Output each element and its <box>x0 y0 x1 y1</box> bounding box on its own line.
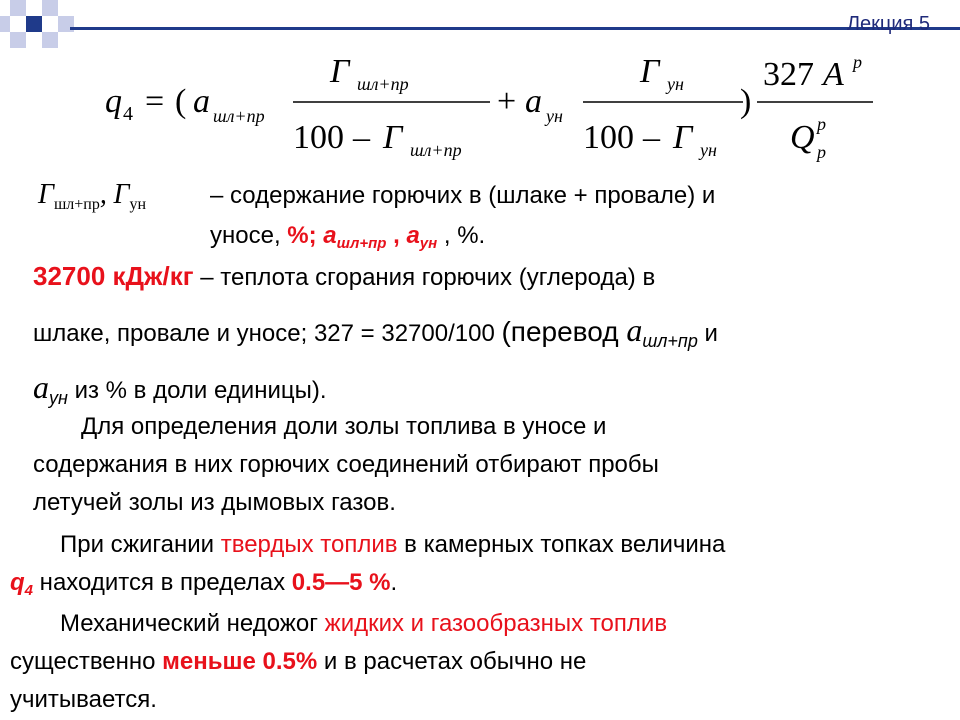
formula-minus-1: – <box>353 119 370 156</box>
para2-l1a: При сжигании <box>60 531 221 558</box>
para2-l2b: . <box>390 569 398 596</box>
formula-close: ) <box>740 83 752 120</box>
header-rule <box>70 27 960 30</box>
para2-line1 <box>10 526 725 564</box>
formula-g-den1: Г <box>383 119 403 156</box>
legend-g1: Г <box>38 179 54 210</box>
legend-symbols <box>38 176 146 218</box>
formula-eq: = <box>145 83 165 120</box>
formula-g-num2: Г <box>640 53 660 90</box>
legend-a1-sub: шл+пр <box>336 235 387 252</box>
para2-l2a: находится в пределах <box>33 569 292 596</box>
legend-end: , %. <box>437 222 486 249</box>
para2-l1b: в камерных топках величина <box>397 531 726 558</box>
formula-g-den2-sub: ун <box>700 140 717 160</box>
formula-a2: a <box>525 83 542 120</box>
formula-A-sup: p <box>853 52 862 72</box>
para3-line2 <box>10 643 667 681</box>
legend-a1: a <box>323 222 337 249</box>
q4-formula <box>95 50 895 165</box>
formula-q-sub: 4 <box>123 103 133 125</box>
lecture-label: Лекция 5 <box>846 13 930 35</box>
formula-100-1: 100 <box>293 119 344 156</box>
para1-line3: летучей золы из дымовых газов. <box>33 489 396 516</box>
formula-a1: a <box>193 83 210 120</box>
formula-g-num1-sub: шл+пр <box>357 74 409 94</box>
formula-g-num1: Г <box>330 53 350 90</box>
heat-a1: a <box>626 312 643 348</box>
legend-text <box>210 176 715 259</box>
para1-line1: Для определения доли золы топлива в уносе и <box>81 413 607 440</box>
heat-block <box>33 250 718 418</box>
legend-a2-sub: ун <box>419 235 438 252</box>
formula-plus: + <box>497 83 517 120</box>
legend-g1-sub: шл+пр <box>53 196 100 213</box>
para3-l2a: существенно <box>10 648 163 675</box>
legend-comma: , <box>99 179 107 210</box>
para1-line2: содержания в них горючих соединений отбирают пробы <box>33 451 659 478</box>
heat-line2-text: шлаке, провале и уносе; 327 = 32700/100 <box>33 320 502 347</box>
heat-line1 <box>33 250 718 304</box>
formula-minus-2: – <box>643 119 660 156</box>
formula-Q: Q <box>790 119 815 156</box>
formula-327: 327 <box>763 56 814 93</box>
legend-line1: – содержание горючих в (шлаке + провале) и <box>210 182 716 209</box>
legend-line2-pre: уносе, <box>210 222 288 249</box>
heat-rest1: – теплота сгорания горючих (углерода) в <box>193 264 656 291</box>
heat-a2-sub: ун <box>49 388 68 408</box>
legend-pct: %; <box>287 222 324 249</box>
formula-A: A <box>823 56 844 93</box>
heat-line2 <box>33 304 718 361</box>
para2-q: q <box>10 569 25 596</box>
paragraph-ash-sampling <box>33 408 659 522</box>
para2-l2-red: 0.5—5 % <box>291 569 391 596</box>
formula-g-den2: Г <box>673 119 693 156</box>
para3-l2b: и в расчетах обычно не <box>317 648 587 675</box>
para3-l2-red: меньше 0.5% <box>162 648 318 675</box>
heat-value: 32700 кДж/кг <box>33 261 194 291</box>
formula-a1-sub: шл+пр <box>213 106 265 126</box>
legend-a2: a <box>406 222 420 249</box>
legend-g2: Г <box>113 179 130 210</box>
formula-g-den1-sub: шл+пр <box>410 140 462 160</box>
para3-l1-red: жидких и газообразных топлив <box>324 610 668 637</box>
paragraph-liquid-gas-fuels <box>10 605 667 719</box>
heat-a1-sub: шл+пр <box>642 331 698 351</box>
formula-Q-sup: p <box>817 114 826 134</box>
formula-open: ( <box>175 83 187 120</box>
paragraph-solid-fuels <box>10 526 725 605</box>
para2-line2 <box>10 564 725 605</box>
para2-q-sub: 4 <box>24 582 34 599</box>
formula-Q-sub: p <box>817 142 826 162</box>
para2-l1-red: твердых топлив <box>220 531 398 558</box>
para3-line3: учитывается. <box>10 686 157 713</box>
formula-a2-sub: ун <box>546 106 563 126</box>
heat-and: и <box>697 320 718 347</box>
heat-a2: a <box>33 369 49 405</box>
formula-100-2: 100 <box>583 119 634 156</box>
corner-decoration <box>0 0 80 60</box>
para3-l1a: Механический недожог <box>60 610 325 637</box>
formula-g-num2-sub: ун <box>667 74 684 94</box>
formula-q: q <box>105 83 122 120</box>
para3-line1 <box>10 605 667 643</box>
legend-g2-sub: ун <box>129 196 146 213</box>
heat-line3-text: из % в доли единицы). <box>67 377 327 404</box>
legend-sep: , <box>386 222 407 249</box>
heat-paren: (перевод <box>501 316 627 347</box>
